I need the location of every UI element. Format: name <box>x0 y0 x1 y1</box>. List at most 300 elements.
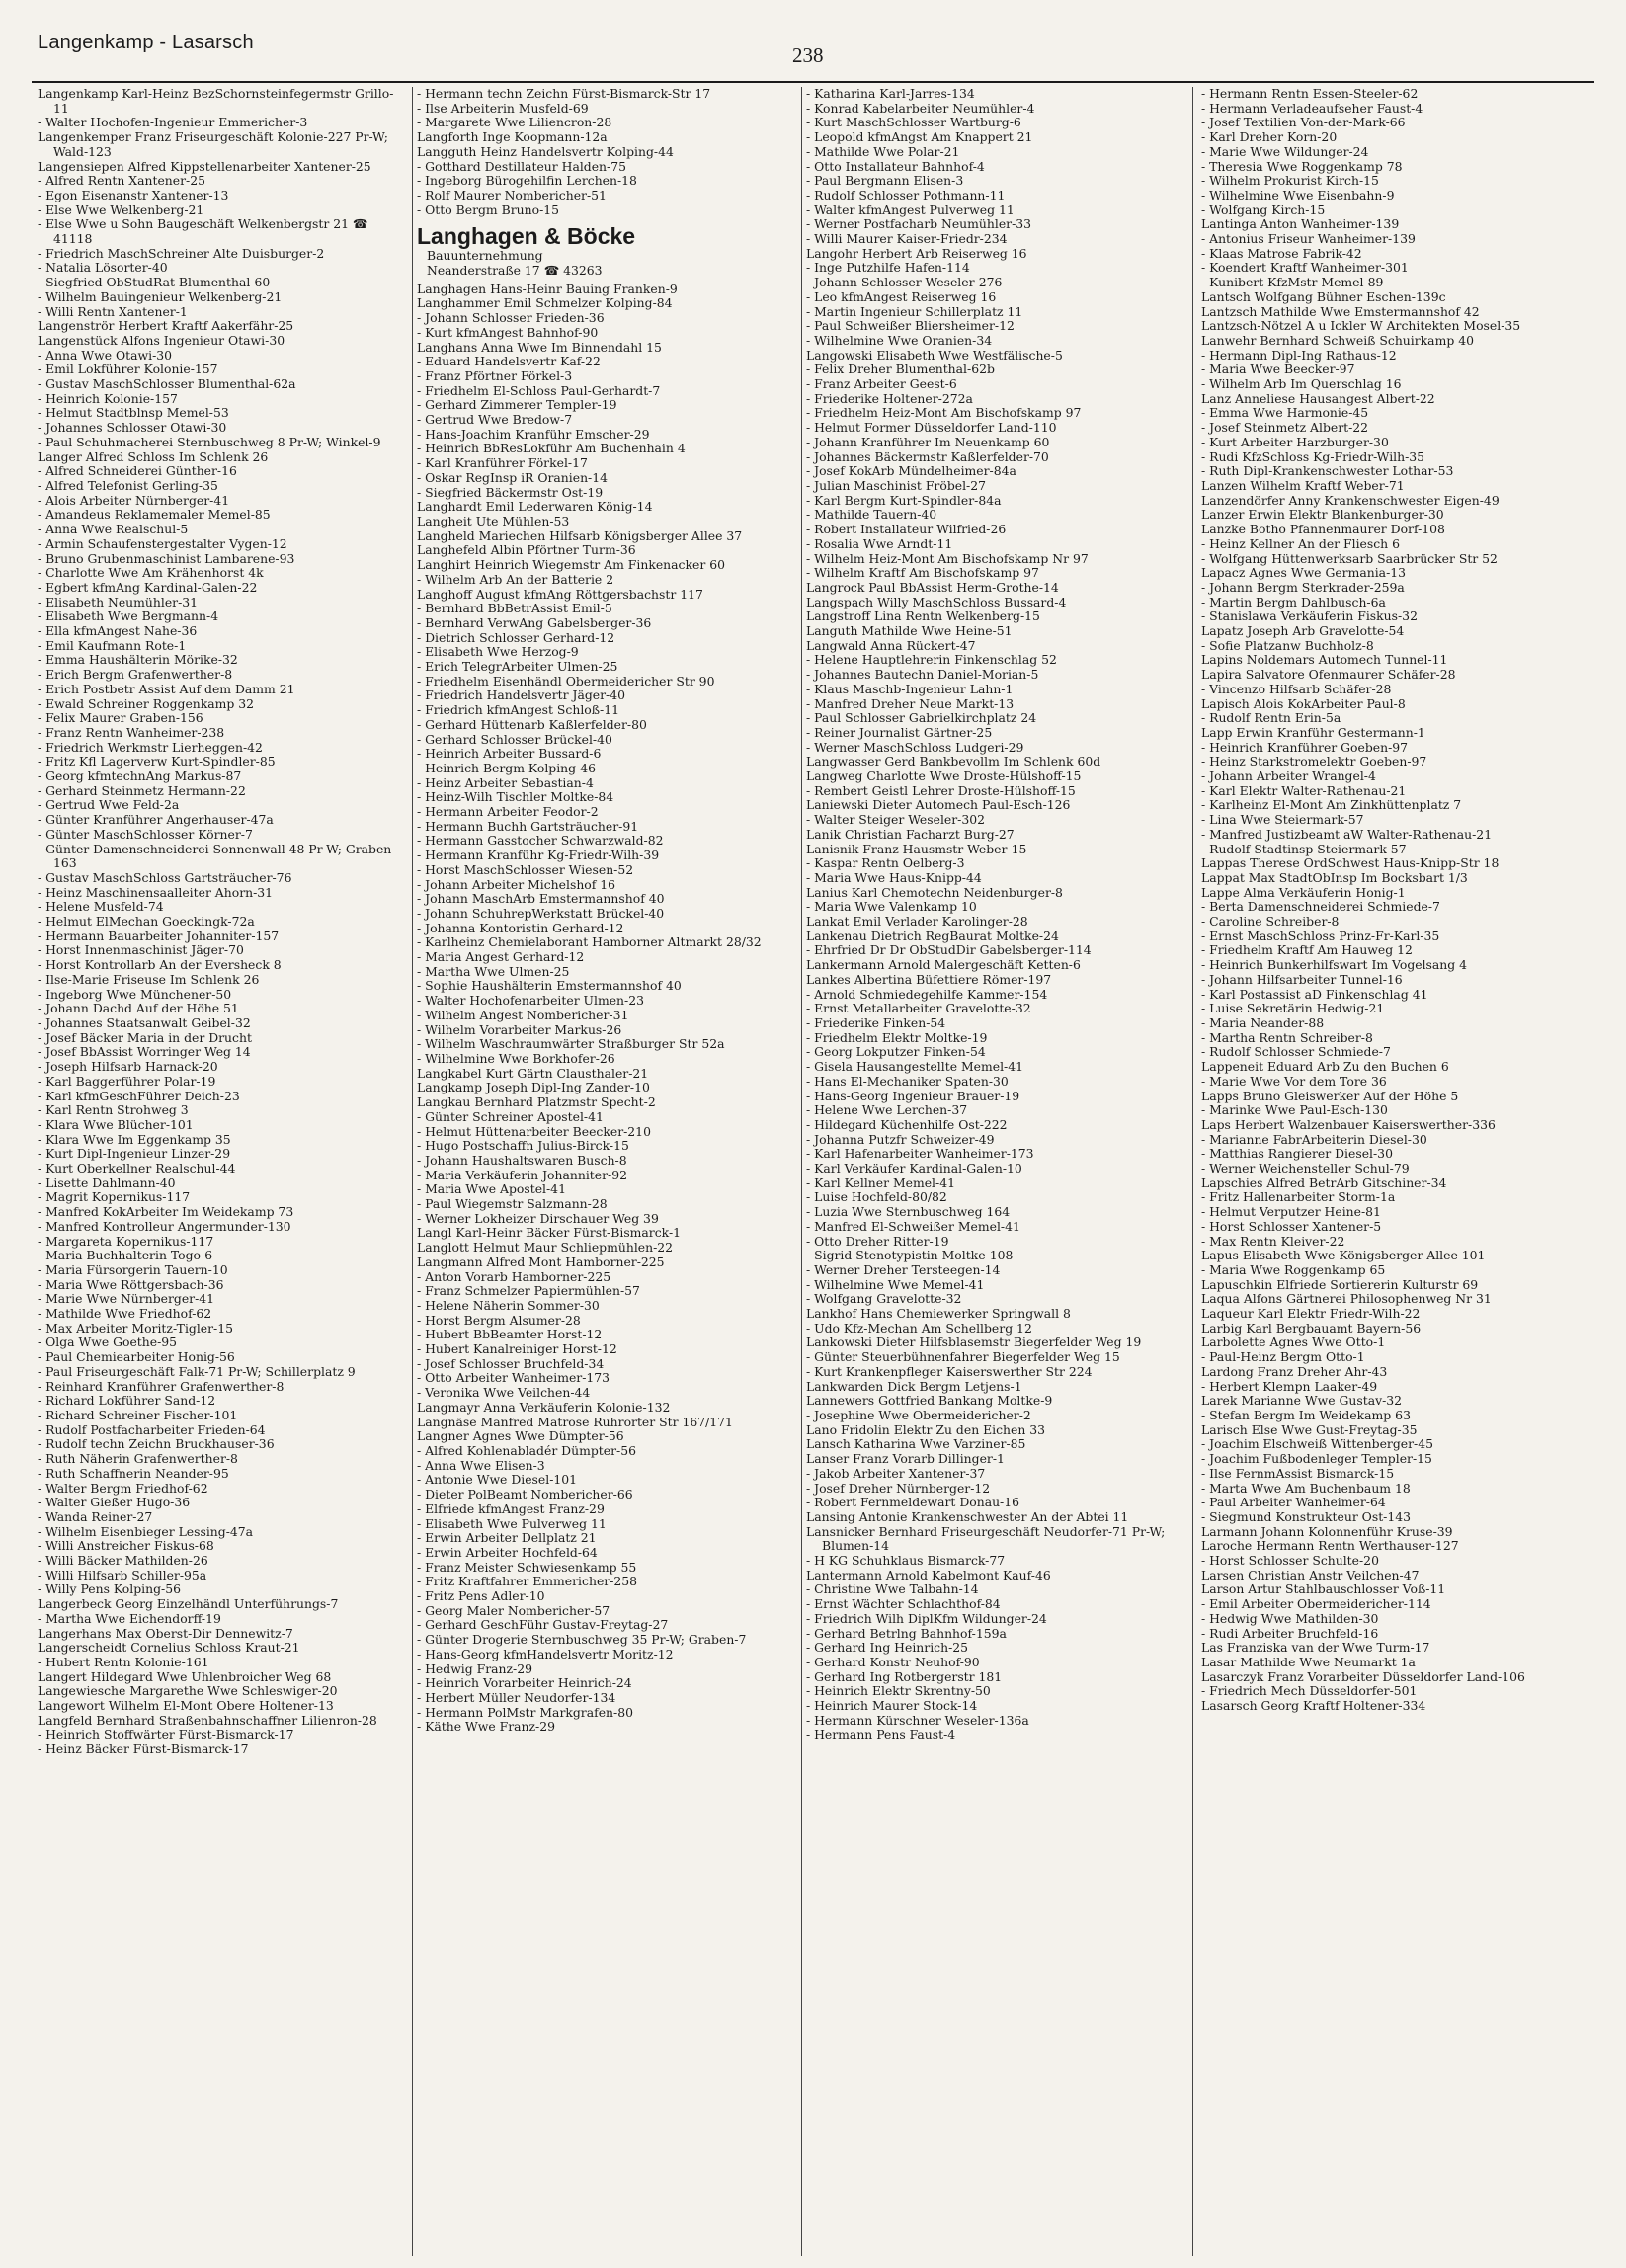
directory-entry: - Willy Pens Kolping-56 <box>38 1581 181 1597</box>
directory-entry: - Wilhelmine Wwe Oranien-34 <box>806 332 993 348</box>
directory-entry: - Hedwig Franz-29 <box>417 1660 533 1676</box>
directory-entry: - Hermann Kranführ Kg-Friedr-Wilh-39 <box>417 848 660 863</box>
directory-entry: Langl Karl-Heinr Bäcker Fürst-Bismarck-1 <box>417 1225 682 1241</box>
directory-entry: - Josef Textilien Von-der-Mark-66 <box>1201 115 1406 130</box>
directory-entry: - Caroline Schreiber-8 <box>1201 914 1340 930</box>
directory-entry: - Manfred Kontrolleur Angermunder-130 <box>38 1218 291 1234</box>
directory-entry: - Marinke Wwe Paul-Esch-130 <box>1201 1102 1388 1118</box>
directory-entry: - Stanislawa Verkäuferin Fiskus-32 <box>1201 608 1418 624</box>
directory-entry: - Klaas Matrose Fabrik-42 <box>1201 245 1362 261</box>
directory-entry: - Joachim Elschweiß Wittenberger-45 <box>1201 1436 1433 1452</box>
directory-entry: - Paul Bergmann Elisen-3 <box>806 173 964 189</box>
directory-entry: - Wanda Reiner-27 <box>38 1508 153 1524</box>
directory-entry: - Kunibert KfzMstr Memel-89 <box>1201 275 1384 290</box>
directory-entry: - Hubert Rentn Kolonie-161 <box>38 1654 209 1669</box>
directory-entry: - Maria Verkäuferin Johanniter-92 <box>417 1167 627 1182</box>
directory-entry: - Anna Wwe Elisen-3 <box>417 1457 545 1473</box>
directory-entry: - Leopold kfmAngst Am Knappert 21 <box>806 129 1033 145</box>
directory-entry: Lannewers Gottfried Bankang Moltke-9 <box>806 1393 1053 1409</box>
directory-entry: - Olga Wwe Goethe-95 <box>38 1335 178 1350</box>
directory-entry: - Fritz Kfl Lagerverw Kurt-Spindler-85 <box>38 754 276 770</box>
directory-entry: Langnäse Manfred Matrose Ruhrorter Str 167/171 <box>417 1414 733 1429</box>
directory-entry: Lanik Christian Facharzt Burg-27 <box>806 826 1015 842</box>
directory-entry: - Horst Schlosser Schulte-20 <box>1201 1553 1379 1569</box>
directory-entry: - Klara Wwe Blücher-101 <box>38 1116 194 1132</box>
directory-entry: Lanzke Botho Pfannenmaurer Dorf-108 <box>1201 522 1445 537</box>
directory-entry: - Eduard Handelsvertr Kaf-22 <box>417 354 601 369</box>
directory-entry: - Magrit Kopernikus-117 <box>38 1189 191 1205</box>
directory-entry: Langhans Anna Wwe Im Binnendahl 15 <box>417 339 662 355</box>
directory-entry: - Anna Wwe Realschul-5 <box>38 522 189 537</box>
directory-entry: Lardong Franz Dreher Ahr-43 <box>1201 1363 1388 1379</box>
directory-entry: - Werner Dreher Tersteegen-14 <box>806 1261 1001 1277</box>
directory-entry: Langhammer Emil Schmelzer Kolping-84 <box>417 295 673 311</box>
directory-entry: Langenstück Alfons Ingenieur Otawi-30 <box>38 332 285 348</box>
directory-entry: - Paul-Heinz Bergm Otto-1 <box>1201 1349 1365 1365</box>
directory-entry: - Wolfgang Kirch-15 <box>1201 202 1326 217</box>
directory-entry: - Siegfried ObStudRat Blumenthal-60 <box>38 275 271 290</box>
directory-entry: - Emil Lokführer Kolonie-157 <box>38 362 218 377</box>
directory-entry: - Richard Schreiner Fischer-101 <box>38 1407 238 1422</box>
directory-entry: - Ilse FernmAssist Bismarck-15 <box>1201 1465 1395 1481</box>
directory-entry: - Karl Dreher Korn-20 <box>1201 129 1338 145</box>
directory-entry: Larek Marianne Wwe Gustav-32 <box>1201 1393 1403 1409</box>
directory-entry: - Franz Pförtner Förkel-3 <box>417 367 573 383</box>
directory-entry: - Günter Kranführer Angerhauser-47a <box>38 812 274 828</box>
directory-entry: - Wolfgang Gravelotte-32 <box>806 1291 962 1307</box>
directory-entry: - Inge Putzhilfe Hafen-114 <box>806 260 970 276</box>
directory-entry: Langhagen Hans-Heinr Bauing Franken-9 <box>417 281 678 296</box>
directory-entry: - Horst Schlosser Xantener-5 <box>1201 1218 1382 1234</box>
directory-entry: - Franz Arbeiter Geest-6 <box>806 376 957 392</box>
directory-entry: - Herbert Müller Neudorfer-134 <box>417 1689 616 1705</box>
directory-entry: Lapatz Joseph Arb Gravelotte-54 <box>1201 623 1405 639</box>
directory-entry: - Wilhelm Bauingenieur Welkenberg-21 <box>38 288 283 304</box>
directory-entry: - Kurt kfmAngest Bahnhof-90 <box>417 324 599 340</box>
directory-entry: - Gotthard Destillateur Halden-75 <box>417 158 626 174</box>
directory-entry: Lanzen Wilhelm Kraftf Weber-71 <box>1201 477 1405 493</box>
directory-entry: - Gertrud Wwe Feld-2a <box>38 797 180 813</box>
column-3 <box>802 87 1193 2256</box>
directory-entry: - Gustav MaschSchloss Gartsträucher-76 <box>38 869 292 885</box>
directory-entry: - Rolf Maurer Nombericher-51 <box>417 187 607 202</box>
directory-entry: - Karl Postassist aD Finkenschlag 41 <box>1201 986 1428 1002</box>
directory-entry: - Heinrich BbResLokführ Am Buchenhain 4 <box>417 441 686 456</box>
directory-entry: - Heinrich Maurer Stock-14 <box>806 1698 978 1714</box>
directory-entry: - Anton Vorarb Hamborner-225 <box>417 1268 611 1284</box>
directory-entry: - Franz Meister Schwiesenkamp 55 <box>417 1559 637 1575</box>
directory-entry: - Hermann techn Zeichn Fürst-Bismarck-Str 17 <box>417 87 711 101</box>
directory-entry: - Georg kfmtechnAng Markus-87 <box>38 769 242 784</box>
directory-entry: - Wilhelm Angest Nombericher-31 <box>417 1007 629 1022</box>
directory-entry: - Felix Dreher Blumenthal-62b <box>806 362 995 377</box>
directory-entry: - Walter kfmAngest Pulverweg 11 <box>806 202 1015 217</box>
directory-entry: - Helene Näherin Sommer-30 <box>417 1297 600 1313</box>
directory-entry: Lapacz Agnes Wwe Germania-13 <box>1201 565 1407 581</box>
directory-entry: - Willi Bäcker Mathilden-26 <box>38 1553 208 1569</box>
directory-entry: - Johannes Staatsanwalt Geibel-32 <box>38 1015 251 1030</box>
directory-entry: - Heinz Bäcker Fürst-Bismarck-17 <box>38 1742 249 1757</box>
directory-entry: - Horst Kontrollarb An der Eversheck 8 <box>38 957 282 973</box>
directory-entry: - Gerhard Hüttenarb Kaßlerfelder-80 <box>417 716 647 732</box>
directory-entry: - Bernhard BbBetrAssist Emil-5 <box>417 601 612 616</box>
directory-entry: - Manfred Dreher Neue Markt-13 <box>806 695 1015 711</box>
directory-entry: - Klara Wwe Im Eggenkamp 35 <box>38 1131 231 1147</box>
directory-entry: - Kaspar Rentn Oelberg-3 <box>806 855 965 871</box>
directory-entry: - Johann Hilfsarbeiter Tunnel-16 <box>1201 971 1403 987</box>
directory-entry: - Gerhard Ing Rotbergerstr 181 <box>806 1668 1003 1684</box>
directory-entry: - Wilhelm Arb Im Querschlag 16 <box>1201 376 1402 392</box>
directory-entry: - Fritz Pens Adler-10 <box>417 1588 545 1604</box>
directory-entry: Langenkamp Karl-Heinz BezSchornsteinfegermstr Grillo-11 <box>38 87 394 116</box>
directory-columns <box>34 87 1596 2256</box>
directory-entry: - Paul Chemiearbeiter Honig-56 <box>38 1349 235 1365</box>
directory-entry: - Willi Hilfsarb Schiller-95a <box>38 1567 207 1582</box>
directory-entry: - Willi Rentn Xantener-1 <box>38 303 188 319</box>
directory-entry: - Elfriede kfmAngest Franz-29 <box>417 1500 605 1516</box>
directory-entry: - Christine Wwe Talbahn-14 <box>806 1581 979 1597</box>
directory-entry: - Martha Wwe Eichendorff-19 <box>38 1610 221 1626</box>
directory-entry: - Else Wwe u Sohn Baugeschäft Welkenbergstr 21 ☎ 41118 <box>38 216 368 247</box>
directory-entry: Langerhans Max Oberst-Dir Dennewitz-7 <box>38 1625 293 1641</box>
directory-entry: - Leo kfmAngest Reiserweg 16 <box>806 288 997 304</box>
directory-entry: - Lina Wwe Steiermark-57 <box>1201 812 1364 828</box>
directory-entry: - Johann SchuhrepWerkstatt Brückel-40 <box>417 905 665 921</box>
directory-entry: - Hedwig Wwe Mathilden-30 <box>1201 1610 1379 1626</box>
directory-entry: Langspach Willy MaschSchloss Bussard-4 <box>806 594 1067 609</box>
directory-entry: Langkau Bernhard Platzmstr Specht-2 <box>417 1094 656 1110</box>
directory-entry: - Stefan Bergm Im Weidekamp 63 <box>1201 1407 1411 1422</box>
directory-entry: - Max Rentn Kleiver-22 <box>1201 1233 1345 1249</box>
directory-entry: - Gustav MaschSchlosser Blumenthal-62a <box>38 376 296 392</box>
page-number: 238 <box>792 43 824 67</box>
column-2 <box>413 87 802 2256</box>
directory-entry: Lansch Katharina Wwe Varziner-85 <box>806 1436 1026 1452</box>
directory-entry: - Johann Arbeiter Michelshof 16 <box>417 876 616 892</box>
column-4 <box>1193 87 1596 2256</box>
directory-entry: - Werner Postfacharb Neumühler-33 <box>806 216 1032 232</box>
directory-entry: - Hermann Rentn Essen-Steeler-62 <box>1201 87 1419 101</box>
directory-entry: - Karl Rentn Strohweg 3 <box>38 1102 189 1118</box>
directory-entry: Lasar Mathilde Wwe Neumarkt 1a <box>1201 1654 1416 1669</box>
directory-entry: - Udo Kfz-Mechan Am Schellberg 12 <box>806 1320 1032 1336</box>
directory-entry: - Friedhelm Elektr Moltke-19 <box>806 1029 988 1045</box>
directory-entry: - Josef Steinmetz Albert-22 <box>1201 420 1369 436</box>
directory-entry: Lanwehr Bernhard Schweiß Schuirkamp 40 <box>1201 332 1474 348</box>
directory-entry: - Alfred Telefonist Gerling-35 <box>38 477 218 493</box>
directory-entry: - Werner Lokheizer Dirschauer Weg 39 <box>417 1210 659 1226</box>
directory-entry: - Heinrich Kolonie-157 <box>38 390 178 406</box>
directory-entry: Lansnicker Bernhard Friseurgeschäft Neudorfer-71 Pr-W; Blumen-14 <box>806 1523 1166 1554</box>
directory-entry: - Rudi KfzSchloss Kg-Friedr-Wilh-35 <box>1201 448 1425 464</box>
directory-entry: - Ilse Arbeiterin Musfeld-69 <box>417 100 589 116</box>
directory-entry: - Rudolf Schlosser Pothmann-11 <box>806 187 1006 202</box>
directory-entry: - Alfred Schneiderei Günther-16 <box>38 463 237 479</box>
directory-entry: - Reinhard Kranführer Grafenwerther-8 <box>38 1378 285 1394</box>
directory-entry: - Josef Schlosser Bruchfeld-34 <box>417 1355 605 1371</box>
directory-entry: - Martha Wwe Ulmen-25 <box>417 963 570 979</box>
directory-entry: - Karl Bergm Kurt-Spindler-84a <box>806 492 1002 508</box>
directory-entry: - Ingeborg Wwe Münchener-50 <box>38 986 232 1002</box>
directory-entry: Larsen Christian Anstr Veilchen-47 <box>1201 1567 1420 1582</box>
directory-entry: - Paul Schlosser Gabrielkirchplatz 24 <box>806 710 1037 726</box>
directory-entry: - Hans El-Mechaniker Spaten-30 <box>806 1073 1009 1089</box>
directory-entry: Lantinga Anton Wanheimer-139 <box>1201 216 1400 232</box>
directory-entry: - Walter Bergm Friedhof-62 <box>38 1480 208 1496</box>
directory-entry: - Wilhelm Vorarbeiter Markus-26 <box>417 1021 622 1037</box>
directory-entry: Las Franziska van der Wwe Turm-17 <box>1201 1640 1430 1656</box>
directory-entry: - Hermann Pens Faust-4 <box>806 1727 956 1742</box>
directory-entry: Laps Herbert Walzenbauer Kaiserswerther-336 <box>1201 1116 1496 1132</box>
directory-entry: - Elisabeth Wwe Herzog-9 <box>417 644 579 660</box>
directory-entry: - Johann MaschArb Emstermannshof 40 <box>417 891 665 907</box>
directory-entry: Lansing Antonie Krankenschwester An der Abtei 11 <box>806 1508 1129 1524</box>
directory-entry: Langstroff Lina Rentn Welkenberg-15 <box>806 608 1040 624</box>
directory-entry: - Bruno Grubenmaschinist Lambarene-93 <box>38 550 295 566</box>
directory-entry: - Vincenzo Hilfsarb Schäfer-28 <box>1201 681 1392 696</box>
directory-entry: - Arnold Schmiedegehilfe Kammer-154 <box>806 986 1048 1002</box>
directory-entry: - Wilhelm Kraftf Am Bischofskamp 97 <box>806 565 1039 581</box>
directory-entry: Lapuschkin Elfriede Sortiererin Kulturstr 69 <box>1201 1276 1479 1292</box>
directory-entry: - Manfred Justizbeamt aW Walter-Rathenau-21 <box>1201 826 1493 842</box>
directory-entry: - Paul Schuhmacherei Sternbuschweg 8 Pr-W; Winkel-9 <box>38 434 381 449</box>
header-rule <box>32 81 1594 83</box>
directory-entry: - Max Arbeiter Moritz-Tigler-15 <box>38 1320 234 1336</box>
directory-entry: - Margareta Kopernikus-117 <box>38 1233 214 1249</box>
directory-entry: - Friederike Finken-54 <box>806 1015 946 1030</box>
directory-entry: - Katharina Karl-Jarres-134 <box>806 87 975 101</box>
directory-entry: - Jakob Arbeiter Xantener-37 <box>806 1465 986 1481</box>
directory-entry: - Hubert Kanalreiniger Horst-12 <box>417 1341 617 1357</box>
directory-entry: - Walter Gießer Hugo-36 <box>38 1495 191 1510</box>
directory-entry: - Karl Baggerführer Polar-19 <box>38 1073 216 1089</box>
directory-entry: - Walter Steiger Weseler-302 <box>806 812 985 828</box>
directory-entry: - Franz Schmelzer Papiermühlen-57 <box>417 1283 640 1299</box>
directory-entry: - Julian Maschinist Fröbel-27 <box>806 477 986 493</box>
directory-entry: Langhefeld Albin Pförtner Turm-36 <box>417 542 636 558</box>
directory-entry: Lanser Franz Vorarb Dillinger-1 <box>806 1451 1005 1467</box>
directory-entry: - Dieter PolBeamt Nombericher-66 <box>417 1487 633 1502</box>
directory-entry: - Wilhelmine Wwe Memel-41 <box>806 1276 985 1292</box>
directory-entry: - Heinz Starkstromelektr Goeben-97 <box>1201 754 1427 770</box>
directory-entry: - Marianne FabrArbeiterin Diesel-30 <box>1201 1131 1427 1147</box>
directory-entry: - Egon Eisenanstr Xantener-13 <box>38 187 229 202</box>
directory-entry: Langmann Alfred Mont Hamborner-225 <box>417 1254 665 1269</box>
directory-entry: - Hugo Postschaffn Julius-Birck-15 <box>417 1138 629 1154</box>
directory-entry: Langwald Anna Rückert-47 <box>806 637 976 653</box>
directory-entry: - Kurt Arbeiter Harzburger-30 <box>1201 434 1389 449</box>
column-1 <box>34 87 413 2256</box>
directory-entry: - Reiner Journalist Gärtner-25 <box>806 724 993 740</box>
directory-entry: - Margarete Wwe Liliencron-28 <box>417 115 612 130</box>
directory-entry: - Helene Hauptlehrerin Finkenschlag 52 <box>806 652 1057 668</box>
ad-contact-row <box>417 264 797 279</box>
directory-entry: Langforth Inge Koopmann-12a <box>417 129 608 145</box>
directory-entry: Lapp Erwin Kranführ Gestermann-1 <box>1201 724 1425 740</box>
directory-entry: - Helmut Stadtblnsp Memel-53 <box>38 405 229 421</box>
directory-entry: - Marta Wwe Am Buchenbaum 18 <box>1201 1480 1411 1496</box>
directory-entry: - Günter Schreiner Apostel-41 <box>417 1108 604 1124</box>
directory-entry: Lantsch Wolfgang Bühner Eschen-139c <box>1201 288 1446 304</box>
directory-entry: - Hermann Verladeaufseher Faust-4 <box>1201 100 1423 116</box>
directory-entry: - Gerhard GeschFühr Gustav-Freytag-27 <box>417 1617 669 1633</box>
directory-entry: - Günter MaschSchlosser Körner-7 <box>38 826 253 842</box>
directory-entry: Laniewski Dieter Automech Paul-Esch-126 <box>806 797 1071 813</box>
directory-entry: - Wilhelm Waschraumwärter Straßburger Str 52a <box>417 1036 725 1052</box>
directory-entry: - Felix Maurer Graben-156 <box>38 710 203 726</box>
directory-entry: - Wilhelmine Wwe Borkhofer-26 <box>417 1051 615 1066</box>
directory-entry: - Luise Hochfeld-80/82 <box>806 1189 947 1205</box>
directory-entry: Lappe Alma Verkäuferin Honig-1 <box>1201 884 1406 900</box>
directory-entry: - Ilse-Marie Friseuse Im Schlenk 26 <box>38 971 260 987</box>
directory-entry: - Friedhelm Kraftf Am Hauweg 12 <box>1201 942 1413 958</box>
directory-entry: - Theresia Wwe Roggenkamp 78 <box>1201 158 1403 174</box>
directory-entry: Lantzsch Mathilde Wwe Emstermannshof 42 <box>1201 303 1480 319</box>
directory-entry: - Ruth Schaffnerin Neander-95 <box>38 1465 229 1481</box>
directory-entry: Lasarsch Georg Kraftf Holtener-334 <box>1201 1698 1426 1714</box>
directory-entry: - Rudolf Stadtinsp Steiermark-57 <box>1201 841 1407 856</box>
directory-entry: - Fritz Hallenarbeiter Storm-1a <box>1201 1189 1396 1205</box>
directory-entry: Langrock Paul BbAssist Herm-Grothe-14 <box>806 579 1059 595</box>
directory-entry: - Friedrich Werkmstr Lierheggen-42 <box>38 739 263 755</box>
directory-entry: - Maria Buchhalterin Togo-6 <box>38 1248 213 1263</box>
directory-entry: - Gerhard Zimmerer Templer-19 <box>417 397 617 413</box>
directory-entry: - Elisabeth Wwe Bergmann-4 <box>38 608 219 624</box>
directory-entry: - Heinrich Stoffwärter Fürst-Bismarck-17 <box>38 1727 294 1742</box>
directory-entry: - Walter Hochofen-Ingenieur Emmericher-3 <box>38 115 308 130</box>
directory-entry: - Hans-Georg kfmHandelsvertr Moritz-12 <box>417 1646 674 1661</box>
directory-entry: Larbig Karl Bergbauamt Bayern-56 <box>1201 1320 1422 1336</box>
directory-entry: Lantzsch-Nötzel A u Ickler W Architekten Mosel-35 <box>1201 318 1521 334</box>
directory-entry: - Heinrich Vorarbeiter Heinrich-24 <box>417 1675 632 1691</box>
directory-entry: - Heinrich Elektr Skrentny-50 <box>806 1683 991 1699</box>
directory-entry: Langohr Herbert Arb Reiserweg 16 <box>806 245 1027 261</box>
directory-entry: - Günter Damenschneiderei Sonnenwall 48 Pr-W; Graben-163 <box>38 841 396 871</box>
directory-entry: Langenströr Herbert Kraftf Aakerfähr-25 <box>38 318 294 334</box>
directory-entry: - Martha Rentn Schreiber-8 <box>1201 1029 1373 1045</box>
directory-entry: Lanisnik Franz Hausmstr Weber-15 <box>806 841 1027 856</box>
directory-entry: Langer Alfred Schloss Im Schlenk 26 <box>38 448 269 464</box>
directory-entry: Lankenau Dietrich RegBaurat Moltke-24 <box>806 928 1059 943</box>
directory-entry: - Charlotte Wwe Am Krähenhorst 4k <box>38 565 264 581</box>
directory-entry: - Walter Hochofenarbeiter Ulmen-23 <box>417 993 644 1009</box>
directory-entry: - Friedrich Handelsvertr Jäger-40 <box>417 688 625 703</box>
directory-entry: - Werner MaschSchloss Ludgeri-29 <box>806 739 1024 755</box>
directory-entry: Lankowski Dieter Hilfsblasemstr Biegerfelder Weg 19 <box>806 1335 1142 1350</box>
directory-entry: - Robert Fernmeldewart Donau-16 <box>806 1495 1020 1510</box>
ad-business-type: Bauunternehmung <box>427 248 543 264</box>
directory-entry: - Helene Musfeld-74 <box>38 899 164 915</box>
directory-entry: - Sophie Haushälterin Emstermannshof 40 <box>417 978 682 994</box>
directory-entry: - Rembert Geistl Lehrer Droste-Hülshoff-15 <box>806 782 1076 798</box>
directory-entry: - Armin Schaufenstergestalter Vygen-12 <box>38 535 287 551</box>
directory-entry: Lappas Therese OrdSchwest Haus-Knipp-Str 18 <box>1201 855 1500 871</box>
directory-entry: - Günter Steuerbühnenfahrer Biegerfelder Weg 15 <box>806 1349 1120 1365</box>
directory-entry: Langmayr Anna Verkäuferin Kolonie-132 <box>417 1399 671 1415</box>
directory-entry: - Emma Wwe Harmonie-45 <box>1201 405 1369 421</box>
directory-entry: - Josef KokArb Mündelheimer-84a <box>806 463 1016 479</box>
advertisement-block <box>417 223 797 278</box>
directory-entry: - Hubert BbBeamter Horst-12 <box>417 1327 603 1342</box>
directory-entry: - Heinrich Kranführer Goeben-97 <box>1201 739 1409 755</box>
directory-entry: - Johannes Bautechn Daniel-Morian-5 <box>806 667 1039 683</box>
directory-entry: - Gerhard Betrlng Bahnhof-159a <box>806 1625 1007 1641</box>
directory-entry: - Hermann PolMstr Markgrafen-80 <box>417 1704 633 1720</box>
directory-entry: - Friedrich Mech Düsseldorfer-501 <box>1201 1683 1418 1699</box>
directory-entry: - Gerhard Ing Heinrich-25 <box>806 1640 969 1656</box>
directory-entry: - Horst Innenmaschinist Jäger-70 <box>38 942 244 958</box>
directory-entry: - Robert Installateur Wilfried-26 <box>806 522 1007 537</box>
directory-entry: - Veronika Wwe Veilchen-44 <box>417 1385 591 1401</box>
directory-entry: - Karlheinz Chemielaborant Hamborner Altmarkt 28/32 <box>417 934 762 950</box>
directory-entry: - Erwin Arbeiter Hochfeld-64 <box>417 1544 598 1560</box>
directory-entry: Languth Mathilde Wwe Heine-51 <box>806 623 1013 639</box>
directory-entry: - Johann Schlosser Frieden-36 <box>417 310 605 326</box>
directory-entry: - Kurt Oberkellner Realschul-44 <box>38 1161 236 1176</box>
directory-entry: Lankes Albertina Büfettiere Römer-197 <box>806 971 1052 987</box>
directory-entry: - Heinz-Wilh Tischler Moltke-84 <box>417 789 614 805</box>
directory-entry: Langenkemper Franz Friseurgeschäft Kolonie-227 Pr-W; Wald-123 <box>38 129 388 159</box>
directory-entry: - Egbert kfmAng Kardinal-Galen-22 <box>38 579 258 595</box>
directory-entry: Lasarczyk Franz Vorarbeiter Düsseldorfer Land-106 <box>1201 1668 1525 1684</box>
directory-entry: Lano Fridolin Elektr Zu den Eichen 33 <box>806 1421 1046 1437</box>
directory-entry: - Martin Ingenieur Schillerplatz 11 <box>806 303 1023 319</box>
directory-entry: - Karl Hafenarbeiter Wanheimer-173 <box>806 1146 1034 1162</box>
directory-entry: - Friedhelm El-Schloss Paul-Gerhardt-7 <box>417 382 661 398</box>
directory-entry: - Else Wwe Welkenberg-21 <box>38 202 204 217</box>
directory-entry: - Erwin Arbeiter Dellplatz 21 <box>417 1530 597 1546</box>
directory-entry: Lapschies Alfred BetrArb Gitschiner-34 <box>1201 1174 1447 1190</box>
directory-entry: - Manfred KokArbeiter Im Weidekamp 73 <box>38 1204 294 1220</box>
directory-entry: - Sofie Platzanw Buchholz-8 <box>1201 637 1374 653</box>
directory-entry: Laqua Alfons Gärtnerei Philosophenweg Nr 31 <box>1201 1291 1492 1307</box>
directory-entry: - Mathilde Wwe Friedhof-62 <box>38 1306 212 1322</box>
directory-entry: - Anna Wwe Otawi-30 <box>38 347 173 363</box>
directory-entry: Langkabel Kurt Gärtn Clausthaler-21 <box>417 1065 649 1081</box>
directory-entry: - Franz Rentn Wanheimer-238 <box>38 724 225 740</box>
directory-entry: Laroche Hermann Rentn Werthauser-127 <box>1201 1538 1459 1554</box>
directory-entry: - Klaus Maschb-Ingenieur Lahn-1 <box>806 681 1014 696</box>
directory-entry: - Johann Kranführer Im Neuenkamp 60 <box>806 434 1050 449</box>
directory-entry: Langfeld Bernhard Straßenbahnschaffner Lilienron-28 <box>38 1712 377 1728</box>
directory-entry: - Hermann Bauarbeiter Johanniter-157 <box>38 928 280 943</box>
directory-entry: - Friedhelm Heiz-Mont Am Bischofskamp 97 <box>806 405 1082 421</box>
directory-entry: Langguth Heinz Handelsvertr Kolping-44 <box>417 143 674 159</box>
directory-entry: - H KG Schuhklaus Bismarck-77 <box>806 1553 1006 1569</box>
directory-entry: - Ehrfried Dr Dr ObStudDir Gabelsberger-114 <box>806 942 1092 958</box>
directory-entry: - Berta Damenschneiderei Schmiede-7 <box>1201 899 1440 915</box>
ad-address: Neanderstraße 17 <box>427 263 540 279</box>
directory-entry: - Heinrich Bunkerhilfswart Im Vogelsang 4 <box>1201 957 1468 973</box>
directory-entry: - Alois Arbeiter Nürnberger-41 <box>38 492 230 508</box>
directory-entry: - Josephine Wwe Obermeidericher-2 <box>806 1407 1031 1422</box>
directory-entry: - Wilhelm Eisenbieger Lessing-47a <box>38 1523 254 1539</box>
directory-entry: - Friedrich kfmAngest Schloß-11 <box>417 702 619 718</box>
directory-entry: - Heinz Maschinensaalleiter Ahorn-31 <box>38 884 274 900</box>
directory-entry: Lapins Noldemars Automech Tunnel-11 <box>1201 652 1448 668</box>
directory-entry: - Wolfgang Hüttenwerksarb Saarbrücker Str 52 <box>1201 550 1498 566</box>
directory-entry: - Alfred Kohlenabladér Dümpter-56 <box>417 1442 636 1458</box>
directory-entry: - Oskar RegInsp iR Oranien-14 <box>417 469 609 485</box>
directory-entry: - Emma Haushälterin Mörike-32 <box>38 652 238 668</box>
directory-entry: - Maria Angest Gerhard-12 <box>417 949 585 965</box>
directory-entry: - Siegmund Konstrukteur Ost-143 <box>1201 1508 1412 1524</box>
directory-entry: - Amandeus Reklamemaler Memel-85 <box>38 507 271 523</box>
directory-entry: - Kurt Dipl-Ingenieur Linzer-29 <box>38 1146 231 1162</box>
directory-entry: Lankwarden Dick Bergm Letjens-1 <box>806 1378 1022 1394</box>
directory-entry: - Gertrud Wwe Bredow-7 <box>417 412 573 428</box>
directory-entry: - Johann Dachd Auf der Höhe 51 <box>38 1001 239 1016</box>
